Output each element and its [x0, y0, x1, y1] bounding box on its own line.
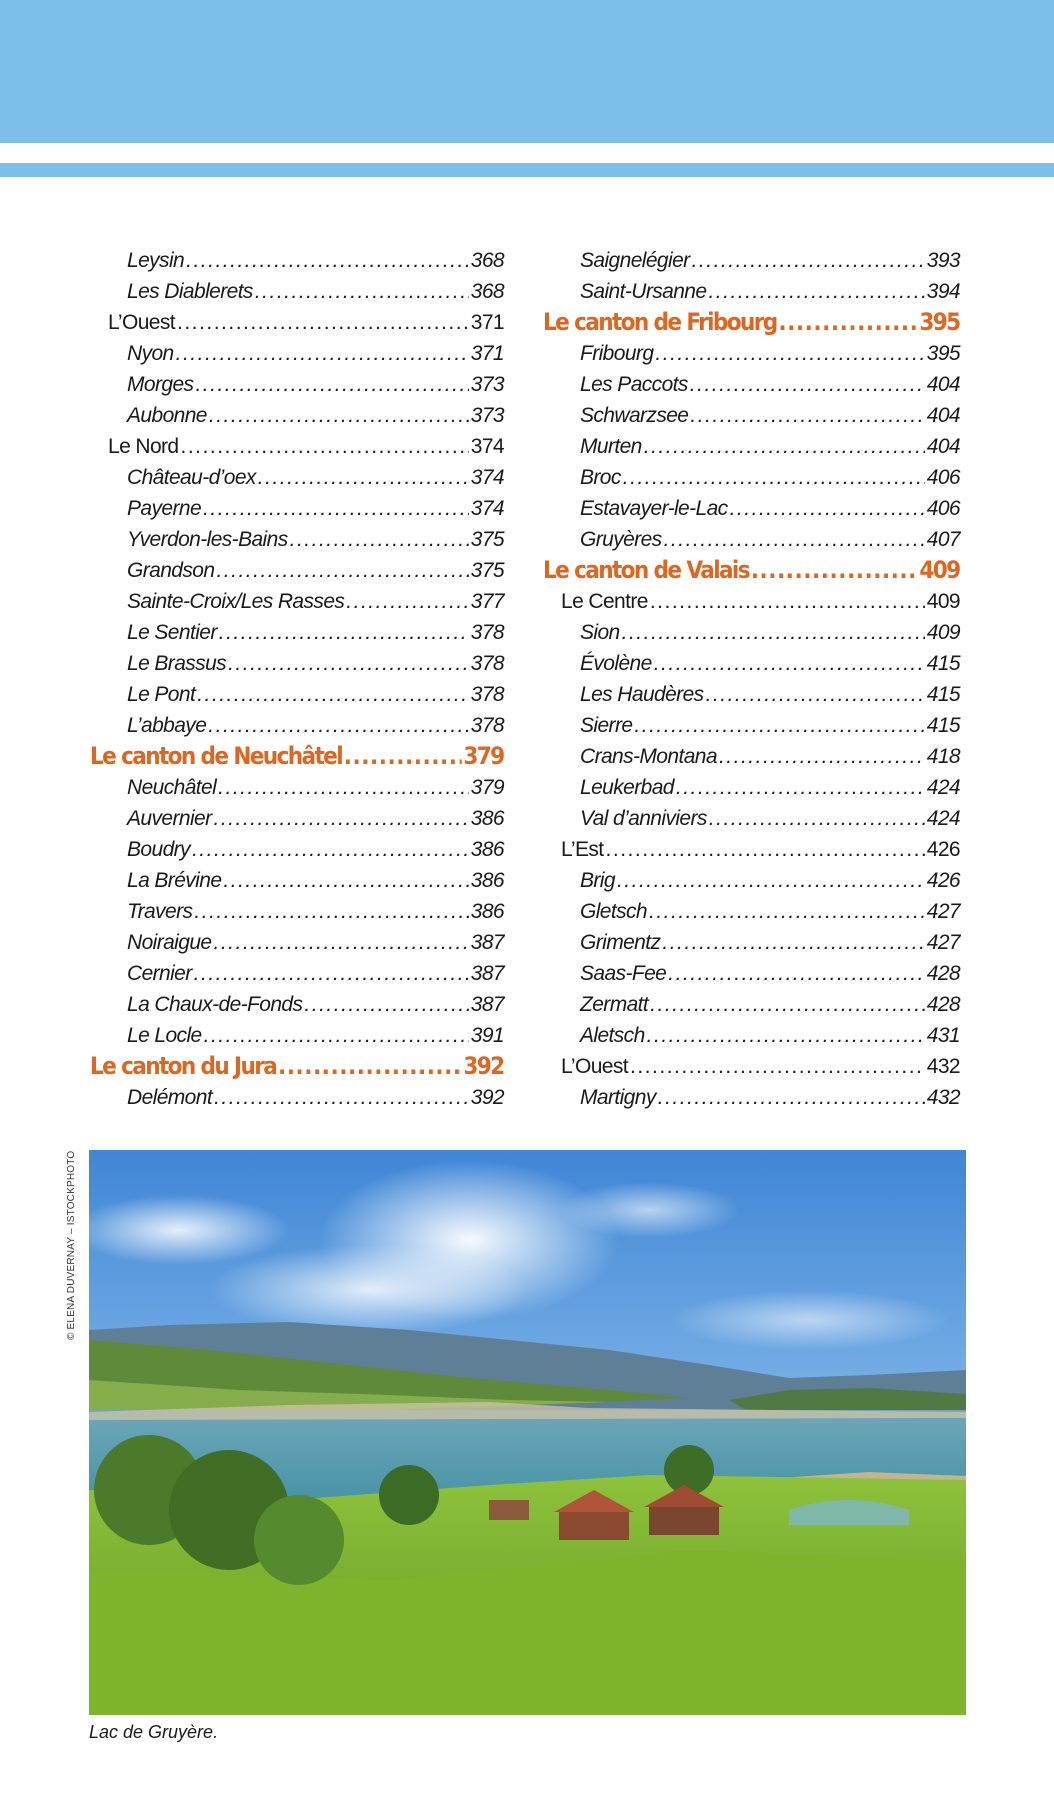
- dot-leader: [664, 524, 925, 555]
- dot-leader: [228, 648, 469, 679]
- toc-entry-page-number: 406: [926, 497, 960, 520]
- toc-entry-label: Boudry: [127, 838, 190, 861]
- toc-entry-label: Le Sentier: [127, 621, 217, 644]
- toc-entry-city: [543, 400, 960, 431]
- dot-leader: [346, 586, 468, 617]
- toc-entry-label: Évolène: [580, 652, 652, 675]
- toc-entry-page-number: 373: [470, 404, 504, 427]
- toc-entry-city: [543, 648, 960, 679]
- toc-entry-page-number: 378: [470, 621, 504, 644]
- toc-entry-page-number: 373: [470, 373, 504, 396]
- toc-entry-city: [90, 927, 504, 958]
- toc-entry-page-number: 393: [926, 249, 960, 272]
- toc-entry-page-number: 368: [470, 280, 504, 303]
- toc-entry-page-number: 428: [926, 993, 960, 1016]
- dot-leader: [223, 865, 468, 896]
- toc-entry-label: Fribourg: [580, 342, 654, 365]
- toc-entry-city: [90, 276, 504, 307]
- toc-entry-city: [543, 1020, 960, 1051]
- toc-entry-canton: [90, 1051, 504, 1082]
- toc-entry-page-number: 379: [463, 742, 504, 770]
- dot-leader: [634, 710, 924, 741]
- toc-entry-label: Nyon: [127, 342, 174, 365]
- toc-entry-label: L’abbaye: [127, 714, 207, 737]
- toc-entry-label: Les Diablerets: [127, 280, 253, 303]
- dot-leader: [186, 245, 469, 276]
- toc-entry-label: Le canton de Neuchâtel: [90, 742, 342, 770]
- toc-entry-label: Broc: [580, 466, 621, 489]
- toc-entry-label: Delémont: [127, 1086, 213, 1109]
- toc-entry-page-number: 387: [470, 993, 504, 1016]
- toc-entry-page-number: 424: [926, 807, 960, 830]
- toc-entry-page-number: 375: [470, 559, 504, 582]
- toc-entry-label: Leukerbad: [580, 776, 674, 799]
- toc-entry-label: Les Haudères: [580, 683, 704, 706]
- dot-leader: [344, 741, 462, 772]
- toc-entry-region: [90, 307, 504, 338]
- toc-entry-city: [543, 803, 960, 834]
- dot-leader: [218, 772, 469, 803]
- toc-entry-page-number: 386: [470, 838, 504, 861]
- toc-entry-city: [543, 369, 960, 400]
- toc-entry-page-number: 379: [470, 776, 504, 799]
- toc-entry-page-number: 368: [470, 249, 504, 272]
- toc-entry-label: Le Pont: [127, 683, 196, 706]
- toc-entry-canton: [543, 307, 960, 338]
- dot-leader: [216, 555, 468, 586]
- toc-entry-city: [90, 865, 504, 896]
- toc-entry-city: [543, 524, 960, 555]
- toc-entry-page-number: 426: [926, 869, 960, 892]
- toc-entry-page-number: 415: [926, 652, 960, 675]
- toc-entry-page-number: 415: [926, 683, 960, 706]
- toc-entry-city: [90, 648, 504, 679]
- dot-leader: [214, 1082, 469, 1113]
- toc-column-left: [90, 245, 504, 1113]
- toc-entry-page-number: 391: [470, 1024, 504, 1047]
- toc-entry-label: La Brévine: [127, 869, 222, 892]
- dot-leader: [662, 927, 924, 958]
- dot-leader: [690, 369, 925, 400]
- dot-leader: [676, 772, 925, 803]
- toc-entry-label: Cernier: [127, 962, 192, 985]
- toc-entry-city: [543, 245, 960, 276]
- dot-leader: [630, 1051, 925, 1082]
- toc-entry-city: [543, 462, 960, 493]
- dot-leader: [692, 245, 925, 276]
- toc-entry-label: Grimentz: [580, 931, 661, 954]
- toc-entry-city: [90, 679, 504, 710]
- dot-leader: [197, 679, 469, 710]
- toc-entry-region: [543, 1051, 960, 1082]
- dot-leader: [203, 493, 469, 524]
- toc-entry-city: [543, 896, 960, 927]
- toc-entry-page-number: 395: [919, 308, 960, 336]
- dot-leader: [650, 586, 925, 617]
- toc-entry-label: Zermatt: [580, 993, 649, 1016]
- toc-entry-city: [90, 710, 504, 741]
- toc-entry-city: [543, 338, 960, 369]
- toc-entry-city: [90, 555, 504, 586]
- toc-entry-page-number: 427: [926, 931, 960, 954]
- toc-entry-city: [90, 896, 504, 927]
- toc-entry-label: Noiraigue: [127, 931, 212, 954]
- toc-entry-page-number: 404: [926, 435, 960, 458]
- toc-entry-page-number: 426: [926, 838, 960, 861]
- toc-entry-page-number: 428: [926, 962, 960, 985]
- dot-leader: [213, 803, 468, 834]
- toc-entry-city: [90, 617, 504, 648]
- toc-entry-page-number: 374: [470, 497, 504, 520]
- toc-entry-label: Le Nord: [108, 435, 179, 458]
- toc-entry-label: Brig: [580, 869, 615, 892]
- toc-entry-city: [90, 338, 504, 369]
- photo-caption: Lac de Gruyère.: [89, 1722, 219, 1742]
- toc-entry-city: [543, 865, 960, 896]
- toc-entry-label: Crans-Montana: [580, 745, 717, 768]
- dot-leader: [214, 927, 469, 958]
- toc-entry-city: [90, 958, 504, 989]
- dot-leader: [617, 865, 925, 896]
- toc-entry-canton: [543, 555, 960, 586]
- toc-entry-label: Le canton de Fribourg: [543, 308, 777, 336]
- toc-entry-page-number: 409: [926, 621, 960, 644]
- toc-entry-label: La Chaux-de-Fonds: [127, 993, 303, 1016]
- dot-leader: [304, 989, 468, 1020]
- toc-entry-city: [543, 741, 960, 772]
- dot-leader: [647, 1020, 925, 1051]
- header-stripe: [0, 163, 1054, 177]
- toc-entry-canton: [90, 741, 504, 772]
- toc-entry-label: Saint-Ursanne: [580, 280, 707, 303]
- toc-entry-page-number: 374: [470, 435, 504, 458]
- toc-entry-page-number: 432: [926, 1055, 960, 1078]
- toc-entry-page-number: 392: [463, 1052, 504, 1080]
- toc-entry-label: Aubonne: [127, 404, 207, 427]
- toc-entry-label: Sierre: [580, 714, 633, 737]
- toc-entry-city: [90, 586, 504, 617]
- dot-leader: [706, 679, 925, 710]
- toc-entry-label: Murten: [580, 435, 642, 458]
- dot-leader: [177, 307, 469, 338]
- toc-entry-page-number: 387: [470, 931, 504, 954]
- toc-entry-label: Les Paccots: [580, 373, 688, 396]
- toc-entry-label: Gletsch: [580, 900, 647, 923]
- toc-entry-label: Travers: [127, 900, 193, 923]
- toc-entry-city: [543, 772, 960, 803]
- toc-column-right: [543, 245, 960, 1113]
- toc-entry-label: Saas-Fee: [580, 962, 667, 985]
- toc-entry-page-number: 404: [926, 404, 960, 427]
- toc-entry-page-number: 394: [926, 280, 960, 303]
- dot-leader: [623, 462, 925, 493]
- toc-entry-city: [543, 989, 960, 1020]
- dot-leader: [751, 555, 918, 586]
- dot-leader: [258, 462, 469, 493]
- dot-leader: [650, 989, 925, 1020]
- toc-entry-label: Château-d’oex: [127, 466, 256, 489]
- toc-entry-city: [543, 493, 960, 524]
- dot-leader: [194, 896, 468, 927]
- toc-entry-page-number: 407: [926, 528, 960, 551]
- toc-entry-region: [90, 431, 504, 462]
- toc-entry-city: [90, 493, 504, 524]
- toc-entry-city: [543, 927, 960, 958]
- dot-leader: [181, 431, 469, 462]
- dot-leader: [195, 369, 468, 400]
- header-band: [0, 0, 1054, 143]
- dot-leader: [668, 958, 925, 989]
- toc-entry-city: [543, 617, 960, 648]
- toc-entry-page-number: 378: [470, 652, 504, 675]
- toc-entry-page-number: 387: [470, 962, 504, 985]
- dot-leader: [719, 741, 925, 772]
- toc-entry-label: Aletsch: [580, 1024, 645, 1047]
- toc-entry-label: Morges: [127, 373, 194, 396]
- toc-entry-label: Neuchâtel: [127, 776, 217, 799]
- toc-entry-page-number: 424: [926, 776, 960, 799]
- dot-leader: [194, 958, 469, 989]
- dot-leader: [778, 307, 917, 338]
- toc-entry-city: [90, 369, 504, 400]
- dot-leader: [204, 1020, 469, 1051]
- toc-entry-label: Sion: [580, 621, 620, 644]
- dot-leader: [658, 1082, 925, 1113]
- toc-entry-label: Auvernier: [127, 807, 212, 830]
- toc-entry-page-number: 386: [470, 900, 504, 923]
- toc-entry-label: Grandson: [127, 559, 215, 582]
- dot-leader: [219, 617, 469, 648]
- toc-entry-page-number: 409: [919, 556, 960, 584]
- toc-entry-page-number: 378: [470, 714, 504, 737]
- toc-entry-label: Val d’anniviers: [580, 807, 707, 830]
- toc-entry-page-number: 386: [470, 869, 504, 892]
- toc-entry-label: Le canton du Jura: [90, 1052, 277, 1080]
- toc-entry-page-number: 418: [926, 745, 960, 768]
- dot-leader: [708, 276, 924, 307]
- toc-entry-label: Saignelégier: [580, 249, 690, 272]
- toc-entry-city: [543, 431, 960, 462]
- dot-leader: [622, 617, 925, 648]
- toc-entry-city: [543, 276, 960, 307]
- toc-entry-city: [90, 989, 504, 1020]
- toc-entry-page-number: 371: [470, 311, 504, 334]
- toc-entry-page-number: 432: [926, 1086, 960, 1109]
- toc-entry-label: Le Brassus: [127, 652, 227, 675]
- toc-entry-label: Le Centre: [561, 590, 648, 613]
- toc-entry-page-number: 378: [470, 683, 504, 706]
- lake-landscape-image: [89, 1150, 966, 1715]
- dot-leader: [730, 493, 925, 524]
- toc-entry-city: [90, 1082, 504, 1113]
- toc-entry-city: [543, 1082, 960, 1113]
- dot-leader: [606, 834, 925, 865]
- toc-entry-label: Gruyères: [580, 528, 662, 551]
- lake-photo: [89, 1150, 966, 1715]
- toc-entry-page-number: 395: [926, 342, 960, 365]
- toc-entry-page-number: 374: [470, 466, 504, 489]
- toc-entry-label: Le canton de Valais: [543, 556, 749, 584]
- toc-entry-label: Schwarzsee: [580, 404, 689, 427]
- toc-entry-label: Martigny: [580, 1086, 656, 1109]
- toc-entry-page-number: 406: [926, 466, 960, 489]
- toc-entry-label: Leysin: [127, 249, 185, 272]
- toc-entry-page-number: 404: [926, 373, 960, 396]
- toc-entry-city: [543, 958, 960, 989]
- toc-entry-page-number: 431: [926, 1024, 960, 1047]
- toc-entry-city: [90, 1020, 504, 1051]
- dot-leader: [192, 834, 469, 865]
- toc-entry-page-number: 427: [926, 900, 960, 923]
- dot-leader: [644, 431, 925, 462]
- dot-leader: [176, 338, 469, 369]
- toc-entry-city: [543, 679, 960, 710]
- toc-entry-city: [90, 834, 504, 865]
- dot-leader: [290, 524, 469, 555]
- toc-entry-label: Estavayer-le-Lac: [580, 497, 728, 520]
- toc-entry-page-number: 415: [926, 714, 960, 737]
- dot-leader: [208, 710, 468, 741]
- toc-entry-city: [90, 772, 504, 803]
- toc-entry-label: Payerne: [127, 497, 202, 520]
- toc-entry-page-number: 386: [470, 807, 504, 830]
- toc-entry-page-number: 371: [470, 342, 504, 365]
- toc-entry-label: L’Ouest: [108, 311, 176, 334]
- dot-leader: [209, 400, 469, 431]
- toc-entry-label: Yverdon-les-Bains: [127, 528, 288, 551]
- dot-leader: [255, 276, 469, 307]
- toc-entry-city: [90, 462, 504, 493]
- toc-entry-label: Le Locle: [127, 1024, 202, 1047]
- photo-credit: [66, 1150, 82, 1340]
- toc-entry-label: L’Ouest: [561, 1055, 629, 1078]
- toc-entry-page-number: 377: [470, 590, 504, 613]
- toc-entry-page-number: 392: [470, 1086, 504, 1109]
- photo-credit-text: © ELENA DUVERNAY – ISTOCKPHOTO: [66, 1150, 77, 1340]
- toc-entry-label: Sainte-Croix/Les Rasses: [127, 590, 345, 613]
- toc-entry-page-number: 409: [926, 590, 960, 613]
- dot-leader: [655, 338, 924, 369]
- dot-leader: [278, 1051, 462, 1082]
- toc-entry-page-number: 375: [470, 528, 504, 551]
- toc-entry-region: [543, 834, 960, 865]
- toc-entry-city: [90, 803, 504, 834]
- dot-leader: [649, 896, 925, 927]
- toc-entry-city: [90, 400, 504, 431]
- toc-entry-city: [90, 245, 504, 276]
- toc-entry-city: [543, 710, 960, 741]
- toc-entry-label: L’Est: [561, 838, 604, 861]
- dot-leader: [654, 648, 925, 679]
- dot-leader: [690, 400, 924, 431]
- toc-entry-city: [90, 524, 504, 555]
- toc-entry-region: [543, 586, 960, 617]
- dot-leader: [709, 803, 925, 834]
